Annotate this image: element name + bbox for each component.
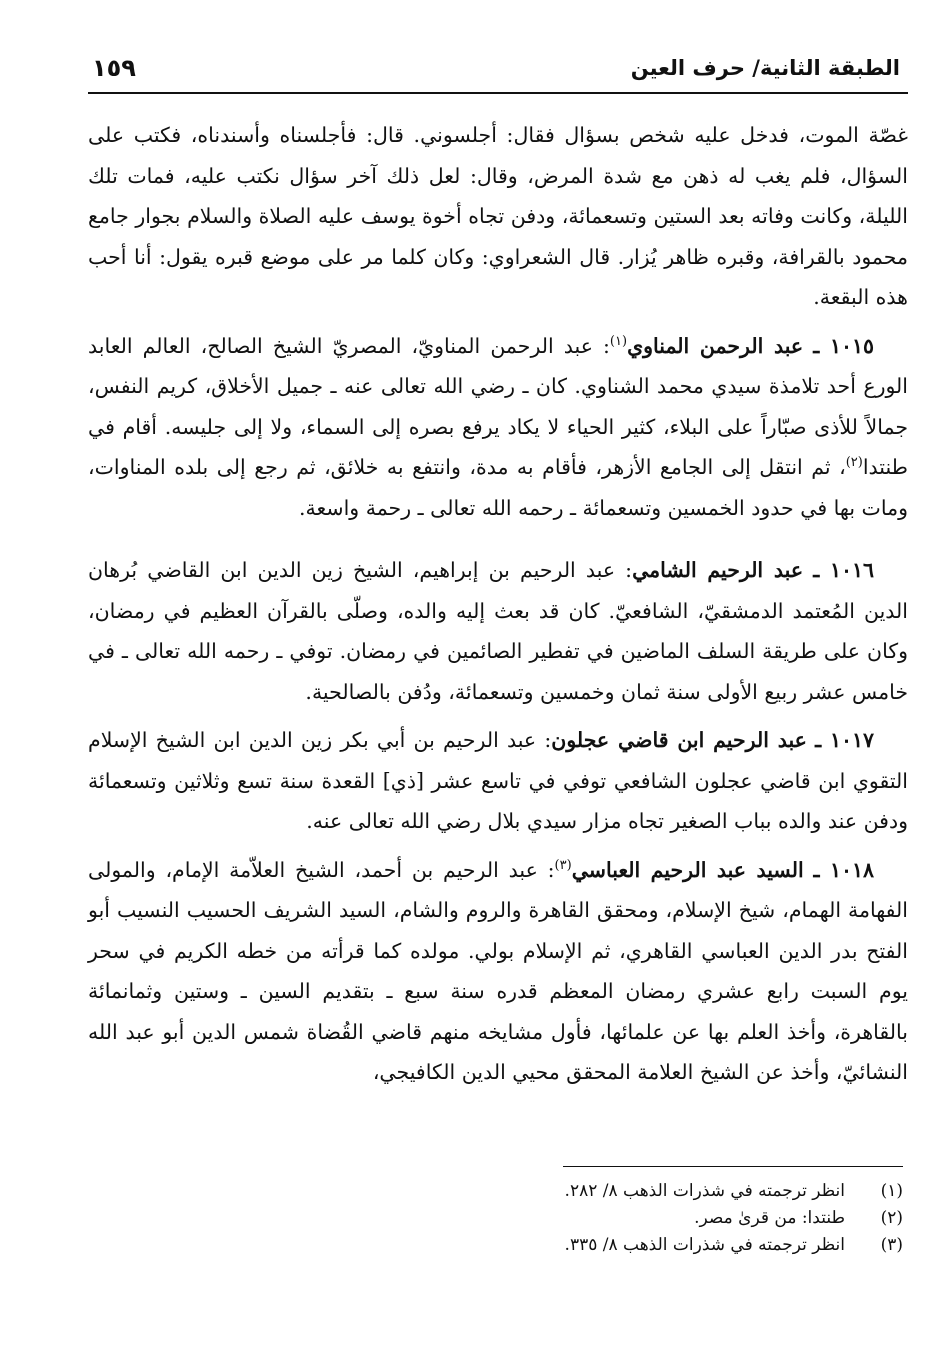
entry-1016 bbox=[88, 550, 908, 712]
entry-text: : عبد الرحيم بن أحمد، الشيخ العلاّمة الإمام، والمولى الفهامة الهمام، شيخ الإسلام، ومحقق القاهرة والروم والشام، السيد الشريف الحسيب النسيب أبو الفتح بدر الدين العباسي القاهري، ثم الإسلام بولي. مولده كما قرأته من خطه الكريم في سحر يوم السبت رابع عشري رمضان المعظم قدره سنة سبع ـ بتقديم السين ـ وستين وثمانمائة بالقاهرة، وأخذ العلم بها عن علمائها، فأول مشايخه منهم قاضي القُضاة شمس الدين أبو عبد الله النشائيّ، وأخذ عن الشيخ العلامة المحقق محيي الدين الكافيجي، bbox=[88, 857, 908, 1084]
footnote-ref: (١) bbox=[609, 333, 628, 349]
entry-text: : عبد الرحمن المناويّ، المصريّ الشيخ الصالح، العالم العابد الورع أحد تلامذة سيدي محمد الشناوي. كان ـ رضي الله تعالى عنه ـ جميل الأخلاق، كريم النفس، جمالاً للأذى صبّاراً على البلاء، كثير الحياء لا يكاد يرفع بصره إلى السماء، ولا إلى جليسه. أقام في طنتدا bbox=[88, 333, 908, 479]
footnote-text: طنتدا: من قرىٰ مصر. bbox=[694, 1208, 845, 1228]
footnote-text: انظر ترجمته في شذرات الذهب ٨/ ٢٨٢. bbox=[564, 1181, 845, 1201]
entry-text: ، ثم انتقل إلى الجامع الأزهر، فأقام به مدة، وانتفع به خلائق، ثم رجع إلى بلده المناوات، ومات بها في حدود الخمسين وتسعمائة ـ رحمه الله تعالى ـ رحمة واسعة. bbox=[88, 455, 908, 520]
footnote-number: (٢) bbox=[880, 1208, 903, 1228]
continuation-paragraph: غصّة الموت، فدخل عليه شخص بسؤال فقال: أجلسوني. قال: فأجلسناه وأسندناه، فكتب على السؤال، فلم يغب له ذهن مع شدة المرض، وقال: لعل ذلك آخر سؤال نكتب عليه، فمات تلك الليلة، وكانت وفاته بعد الستين وتسعمائة، ودفن تجاه أخوة يوسف عليه الصلاة والسلام بجوار جامع محمود بالقرافة، وقبره ظاهر يُزار. قال الشعراوي: وكان كلما مر على موضع قبره يقول: أنا أحب هذه البقعة. bbox=[88, 123, 908, 309]
entry-name: عبد الرحمن المناوي bbox=[627, 333, 804, 358]
footnote-text: انظر ترجمته في شذرات الذهب ٨/ ٣٣٥. bbox=[564, 1235, 845, 1255]
entry-number: ١٠١٦ ـ bbox=[813, 558, 874, 582]
entry-1017 bbox=[88, 720, 908, 842]
running-title: الطبقة الثانية/ حرف العين bbox=[630, 56, 900, 80]
entry-text: : عبد الرحيم بن أبي بكر زين الدين ابن الشيخ الإسلام التقوي ابن قاضي عجلون الشافعي توفي في تاسع عشر [ذي] القعدة سنة تسع وثلاثين وتسعمائة ودفن عند والده بباب الصغير تجاه مزار سيدي بلال رضي الله تعالى عنه. bbox=[88, 728, 908, 833]
entry-number: ١٠١٥ ـ bbox=[813, 333, 874, 358]
footnote-2 bbox=[83, 1205, 903, 1232]
entry-text: : عبد الرحيم بن إبراهيم، الشيخ زين الدين ابن القاضي بُرهان الدين المُعتمد الدمشقيّ، الشافعيّ. كان قد بعث إليه والده، وصلّى بالقرآن العظيم في رمضان، وكان على طريقة السلف الماضين في تفطير الصائمين في رمضان. توفي ـ رحمه الله تعالى ـ في خامس عشر ربيع الأولى سنة ثمان وخمسين وتسعمائة، ودُفن بالصالحية. bbox=[88, 558, 908, 704]
footnote-number: (١) bbox=[880, 1181, 903, 1201]
footnote-number: (٣) bbox=[880, 1235, 903, 1255]
main-text bbox=[88, 115, 908, 1093]
page-number: ١٥٩ bbox=[92, 54, 136, 82]
entry-name: السيد عبد الرحيم العباسي bbox=[571, 857, 804, 882]
footnote-1 bbox=[83, 1178, 903, 1205]
entry-1015 bbox=[88, 326, 908, 529]
entry-number: ١٠١٧ ـ bbox=[815, 728, 874, 752]
entry-number: ١٠١٨ ـ bbox=[813, 857, 874, 882]
footnote-ref: (٣) bbox=[554, 857, 572, 873]
footnote-divider bbox=[563, 1166, 903, 1167]
footnote-ref: (٢) bbox=[845, 455, 863, 471]
footnotes bbox=[83, 1178, 903, 1259]
entry-name: عبد الرحيم الشامي bbox=[632, 558, 804, 582]
entry-name: عبد الرحيم ابن قاضي عجلون bbox=[551, 728, 807, 752]
entry-1018 bbox=[88, 850, 908, 1093]
footnote-3 bbox=[83, 1232, 903, 1259]
page-header bbox=[88, 50, 908, 94]
